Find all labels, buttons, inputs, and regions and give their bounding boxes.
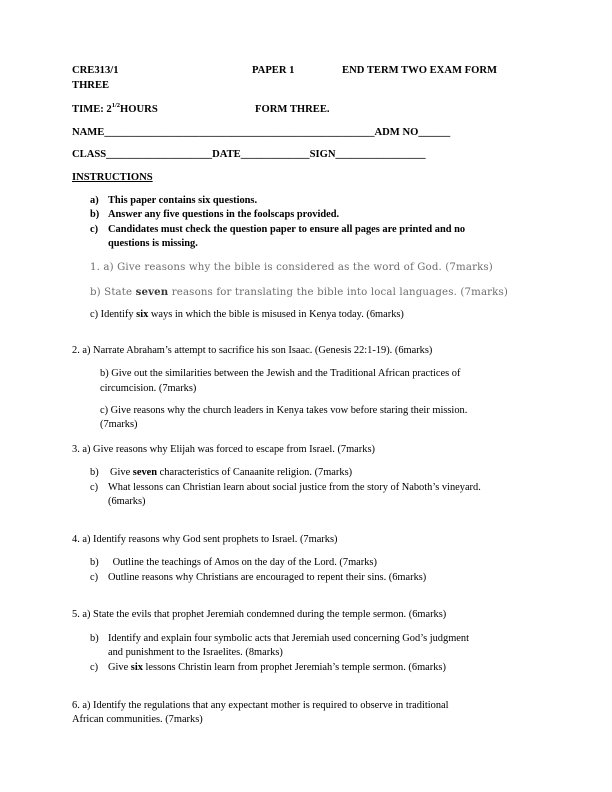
- instruction-item: a) This paper contains six questions.: [90, 195, 258, 206]
- q3-part-c: c) What lessons can Christian learn about social justice from the story of Naboth’s vineyard.: [90, 482, 481, 493]
- q2-part-b-cont: circumcision. (7marks): [100, 383, 197, 394]
- q3-part-c-cont: (6marks): [108, 496, 146, 507]
- q1-part-c: c) Identify six ways in which the bible is misused in Kenya today. (6marks): [90, 309, 404, 320]
- q6-part-a: 6. a) Identify the regulations that any expectant mother is required to observe in traditional: [72, 700, 449, 711]
- q4-part-a: 4. a) Identify reasons why God sent prophets to Israel. (7marks): [72, 534, 338, 545]
- q1-part-a: 1. a) Give reasons why the bible is considered as the word of God. (7marks): [90, 262, 493, 273]
- q3-part-b: b) Give seven characteristics of Canaanite religion. (7marks): [90, 467, 353, 478]
- exam-title-cont: THREE: [72, 80, 110, 91]
- time-allowed: TIME: $2^{1/2}HOURS$: [72, 102, 158, 115]
- q4-part-b: b) Outline the teachings of Amos on the day of the Lord. (7marks): [90, 557, 377, 568]
- exam-title: END TERM TWO EXAM FORM: [342, 65, 497, 76]
- q6-part-a-cont: African communities. (7marks): [72, 714, 203, 725]
- instructions-title: INSTRUCTIONS: [72, 172, 153, 183]
- class-date-sign-line: CLASS____________________DATE_____________SIGN_________________: [72, 149, 426, 160]
- course-code: CRE313/1: [72, 65, 119, 76]
- q1-part-b: b) State seven reasons for translating the bible into local languages. (7marks): [90, 286, 509, 298]
- q2-part-a: 2. a) Narrate Abraham’s attempt to sacrifice his son Isaac. (Genesis 22:1-19). (6marks): [72, 345, 433, 356]
- q5-part-b: b) Identify and explain four symbolic acts that Jeremiah used concerning God’s judgment: [90, 633, 469, 644]
- q2-part-c-cont: (7marks): [100, 419, 138, 430]
- q5-part-c: c) Give six lessons Christin learn from prophet Jeremiah’s temple sermon. (6marks): [90, 662, 446, 673]
- q5-part-b-cont: and punishment to the Israelites. (8marks): [108, 647, 283, 658]
- instruction-item-cont: questions is missing.: [108, 238, 198, 249]
- paper-number: PAPER 1: [252, 65, 295, 76]
- name-adm-line: NAME___________________________________________________ADM NO______: [72, 127, 451, 138]
- q3-part-a: 3. a) Give reasons why Elijah was forced to escape from Israel. (7marks): [72, 444, 375, 455]
- q2-part-b: b) Give out the similarities between the Jewish and the Traditional African practices of: [100, 368, 461, 379]
- q2-part-c: c) Give reasons why the church leaders in Kenya takes vow before staring their mission.: [100, 405, 468, 416]
- instruction-item: c) Candidates must check the question paper to ensure all pages are printed and no: [90, 224, 466, 235]
- q4-part-c: c) Outline reasons why Christians are encouraged to repent their sins. (6marks): [90, 572, 427, 583]
- form-level: FORM THREE.: [255, 104, 330, 115]
- q5-part-a: 5. a) State the evils that prophet Jeremiah condemned during the temple sermon. (6marks): [72, 609, 447, 620]
- instruction-item: b) Answer any five questions in the foolscaps provided.: [90, 209, 340, 220]
